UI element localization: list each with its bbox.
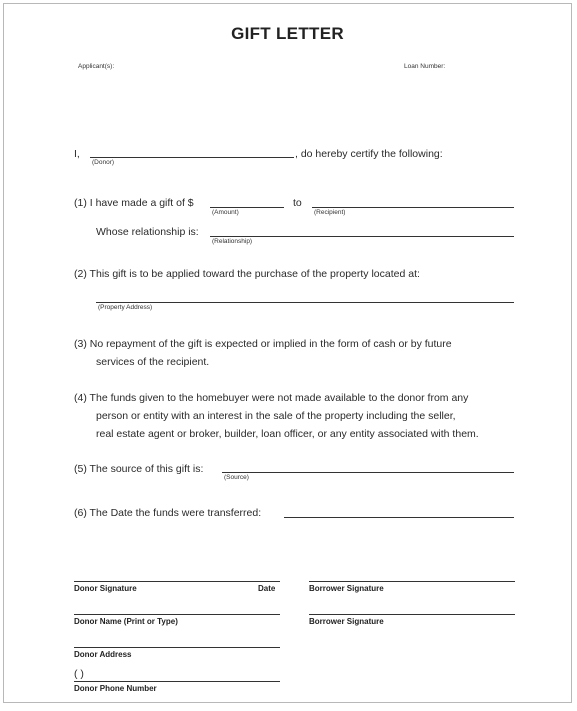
donor-address-line[interactable] [74, 647, 280, 648]
item4-line3: real estate agent or broker, builder, loan officer, or any entity associated with them. [96, 428, 479, 440]
item1-to: to [293, 197, 302, 209]
recipient-caption: (Recipient) [314, 209, 346, 216]
phone-area-code: ( ) [74, 668, 84, 680]
amount-caption: (Amount) [212, 209, 239, 216]
borrower-signature-label-2: Borrower Signature [309, 617, 384, 626]
relationship-line[interactable] [210, 236, 514, 237]
property-address-line[interactable] [96, 302, 514, 303]
item2-text: (2) This gift is to be applied toward the purchase of the property located at: [74, 268, 420, 280]
borrower-signature-line-2[interactable] [309, 614, 515, 615]
certify-text: , do hereby certify the following: [295, 148, 443, 160]
item6-text: (6) The Date the funds were transferred: [74, 507, 262, 519]
item4-line2: person or entity with an interest in the sale of the property including the seller, [96, 410, 456, 422]
donor-name-print-line[interactable] [74, 614, 280, 615]
source-caption: (Source) [224, 474, 249, 481]
certify-i-label: I, [74, 148, 80, 160]
donor-address-label: Donor Address [74, 650, 132, 659]
address-caption: (Property Address) [98, 304, 153, 311]
relationship-text: Whose relationship is: [96, 226, 199, 238]
item1-text: (1) I have made a gift of $ [74, 197, 194, 209]
relationship-caption: (Relationship) [212, 238, 253, 245]
transfer-date-line[interactable] [284, 517, 514, 518]
donor-signature-label: Donor Signature [74, 584, 137, 593]
donor-phone-label: Donor Phone Number [74, 684, 157, 693]
source-line[interactable] [222, 472, 514, 473]
donor-name-label: Donor Name (Print or Type) [74, 617, 178, 626]
donor-caption: (Donor) [92, 159, 115, 166]
date-label: Date [258, 584, 276, 593]
item3-line1: (3) No repayment of the gift is expected or implied in the form of cash or by future [74, 338, 452, 350]
donor-name-line[interactable] [90, 157, 294, 158]
borrower-signature-line-1[interactable] [309, 581, 515, 582]
amount-line[interactable] [210, 207, 284, 208]
recipient-line[interactable] [312, 207, 514, 208]
document-title: GIFT LETTER [231, 24, 344, 43]
gift-letter-page [3, 3, 572, 703]
donor-signature-line[interactable] [74, 581, 280, 582]
borrower-signature-label-1: Borrower Signature [309, 584, 384, 593]
item3-line2: services of the recipient. [96, 356, 210, 368]
loan-number-label: Loan Number: [404, 63, 446, 70]
item4-line1: (4) The funds given to the homebuyer were not made available to the donor from any [74, 392, 469, 404]
applicants-label: Applicant(s): [78, 63, 115, 70]
donor-phone-line[interactable] [74, 681, 280, 682]
item5-text: (5) The source of this gift is: [74, 463, 204, 475]
